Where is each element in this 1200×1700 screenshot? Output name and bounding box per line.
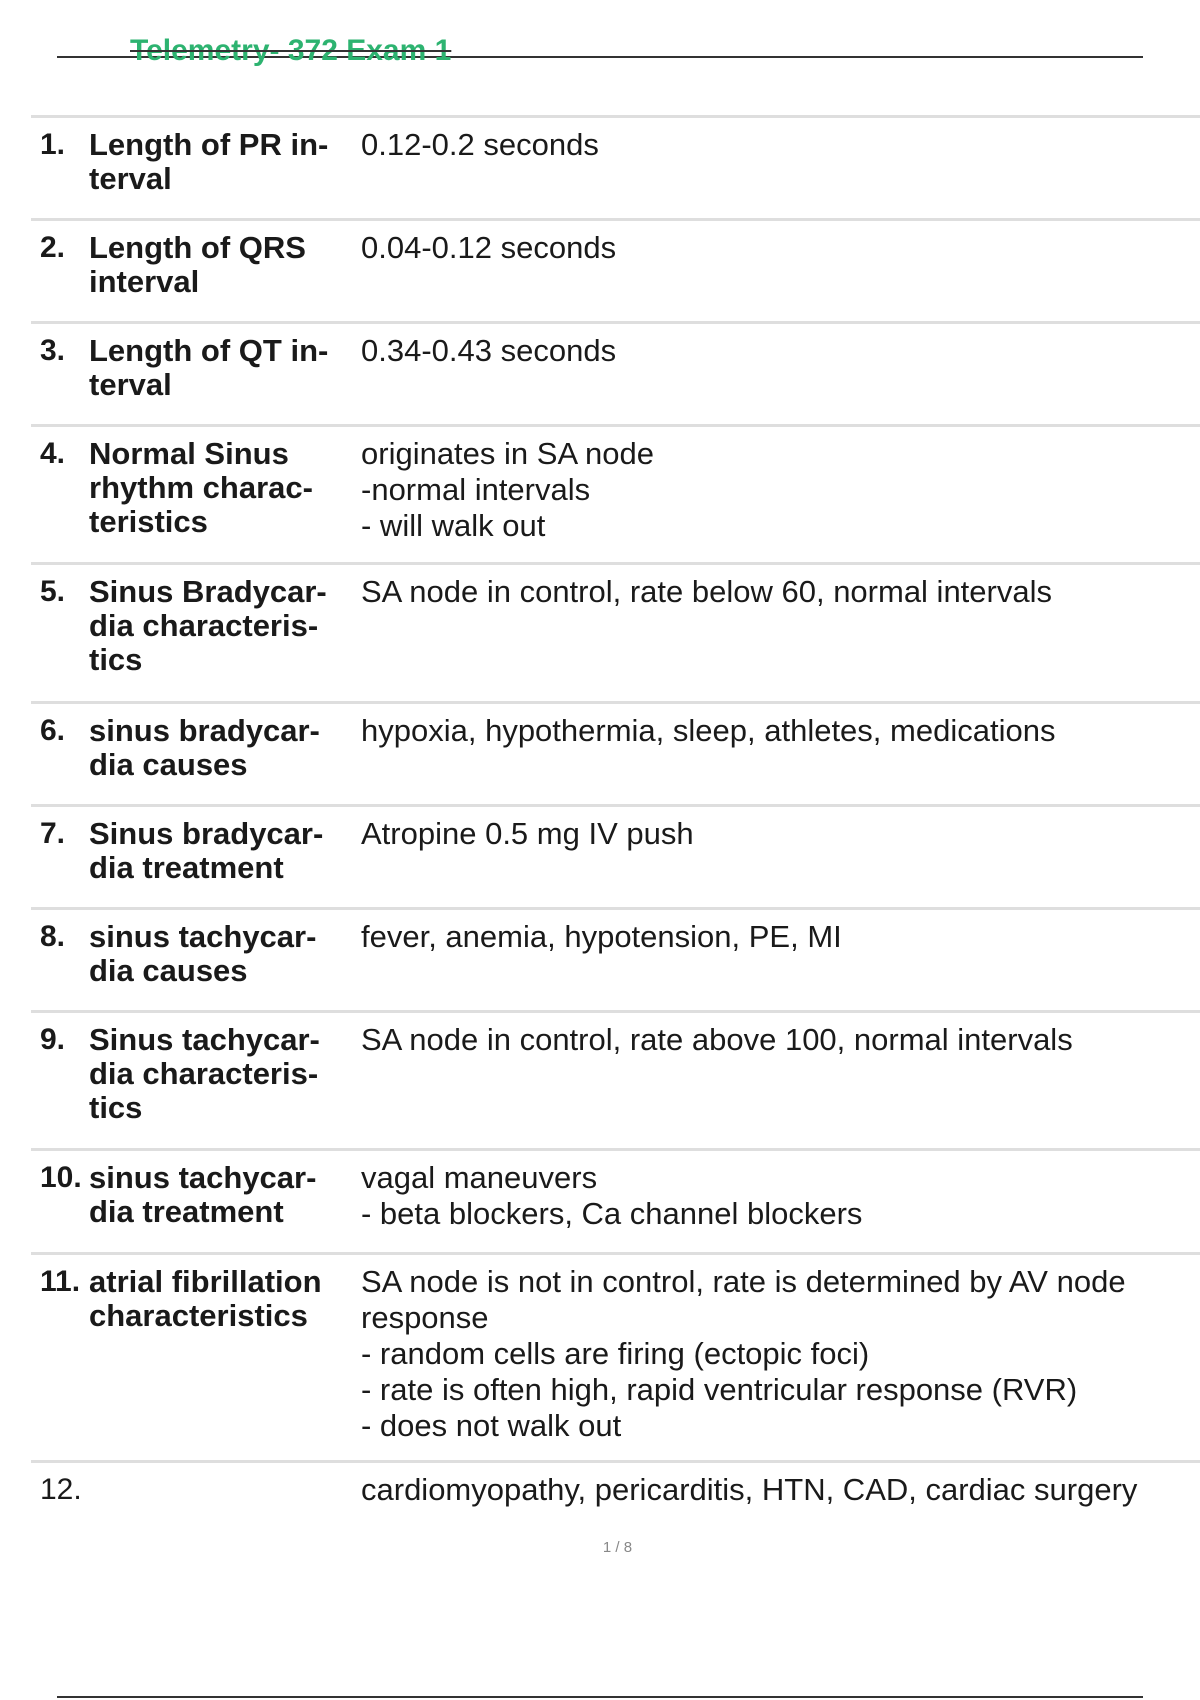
flashcard-row bbox=[31, 1252, 1200, 1460]
card-term: atrial fibrillation characteristics bbox=[89, 1264, 322, 1333]
flashcard-row bbox=[31, 907, 1200, 1010]
card-number: 5. bbox=[40, 575, 66, 608]
card-number: 12. bbox=[40, 1473, 82, 1506]
card-definition: SA node in control, rate above 100, normal intervals bbox=[361, 1022, 1073, 1057]
card-definition: Atropine 0.5 mg IV push bbox=[361, 816, 694, 851]
card-term: Length of QRS interval bbox=[89, 230, 306, 299]
card-term: Length of PR in- terval bbox=[89, 127, 329, 196]
footer-rule bbox=[57, 1696, 1143, 1698]
card-term: sinus bradycar- dia causes bbox=[89, 713, 320, 782]
card-definition: originates in SA node -normal intervals - will walk out bbox=[361, 436, 654, 543]
card-term: Length of QT in- terval bbox=[89, 333, 329, 402]
flashcard-row bbox=[31, 701, 1200, 804]
card-definition: vagal maneuvers - beta blockers, Ca channel blockers bbox=[361, 1160, 863, 1231]
flashcard-row bbox=[31, 804, 1200, 907]
flashcard-row bbox=[31, 1460, 1200, 1530]
card-number: 4. bbox=[40, 437, 66, 470]
flashcard-row bbox=[31, 321, 1200, 424]
card-number: 8. bbox=[40, 920, 66, 953]
card-number: 3. bbox=[40, 334, 66, 367]
card-number: 1. bbox=[40, 128, 66, 161]
card-term: sinus tachycar- dia treatment bbox=[89, 1160, 317, 1229]
page-number: 1 / 8 bbox=[602, 1539, 633, 1556]
card-definition: 0.34-0.43 seconds bbox=[361, 333, 617, 368]
card-number: 11. bbox=[40, 1265, 81, 1298]
card-term: Sinus bradycar- dia treatment bbox=[89, 816, 324, 885]
card-definition: 0.04-0.12 seconds bbox=[361, 230, 617, 265]
card-term: Sinus Bradycar- dia characteris- tics bbox=[89, 574, 327, 677]
flashcard-list bbox=[31, 115, 1200, 1530]
card-term: sinus tachycar- dia causes bbox=[89, 919, 317, 988]
card-definition: 0.12-0.2 seconds bbox=[361, 127, 599, 162]
card-term: Sinus tachycar- dia characteris- tics bbox=[89, 1022, 320, 1125]
flashcard-row bbox=[31, 1010, 1200, 1148]
card-number: 10. bbox=[40, 1161, 82, 1194]
flashcard-row bbox=[31, 218, 1200, 321]
card-definition: cardiomyopathy, pericarditis, HTN, CAD, cardiac surgery bbox=[361, 1472, 1138, 1507]
card-number: 2. bbox=[40, 231, 66, 264]
card-term bbox=[89, 1463, 361, 1530]
card-number: 9. bbox=[40, 1023, 66, 1056]
card-definition: SA node in control, rate below 60, normal intervals bbox=[361, 574, 1052, 609]
flashcard-row bbox=[31, 562, 1200, 701]
flashcard-row bbox=[31, 115, 1200, 218]
card-number: 6. bbox=[40, 714, 66, 747]
document-title: Telemetry- 372 Exam 1 bbox=[130, 34, 452, 67]
card-term: Normal Sinus rhythm charac- teristics bbox=[89, 436, 313, 539]
card-definition: SA node is not in control, rate is determined by AV node response - random cells are firing (ectopic foci) - rate is often high, rapid ventricular response (RVR) - does not walk out bbox=[361, 1264, 1126, 1443]
card-definition: fever, anemia, hypotension, PE, MI bbox=[361, 919, 842, 954]
card-number: 7. bbox=[40, 817, 66, 850]
flashcard-row bbox=[31, 424, 1200, 562]
card-definition: hypoxia, hypothermia, sleep, athletes, medications bbox=[361, 713, 1056, 748]
flashcard-row bbox=[31, 1148, 1200, 1252]
